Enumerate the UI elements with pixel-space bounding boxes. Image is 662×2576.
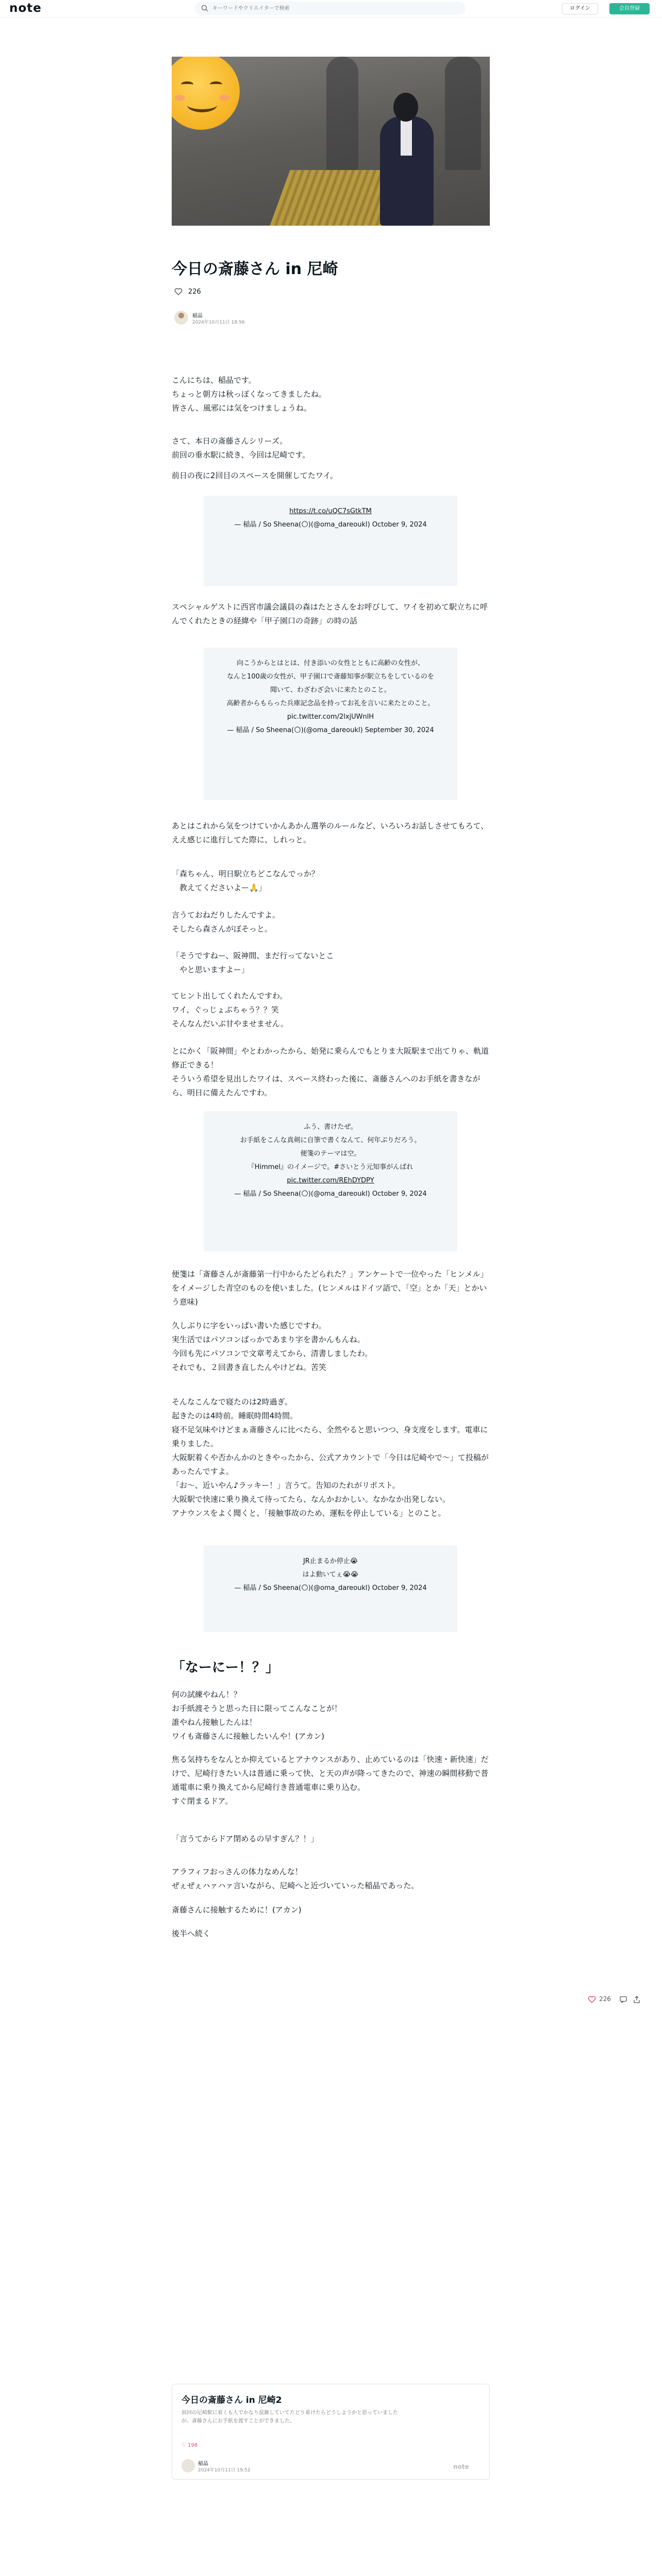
paragraph: 前日の夜に2回目のスペースを開催してたワイ。 bbox=[172, 471, 338, 480]
paragraph: 言うておねだりしたんですよ。 そしたら森さんがぼそっと。 bbox=[172, 910, 280, 934]
paragraph: 久しぶりに字をいっぱい書いた感じですわ。 実生活ではパソコンばっかであまり字を書かんもんね。 今回も先にパソコンで文章考えてから、清書しましたわ。 それでも、２回書き直したんやけどね。苦笑 bbox=[172, 1321, 373, 1372]
search-icon bbox=[201, 4, 208, 14]
paragraph: スペシャルゲストに西宮市議会議員の森はたとさんをお呼びして、ワイを初めて駅立ちに呼んでくれたときの経緯や「甲子園口の奇跡」の時の話 bbox=[172, 602, 488, 625]
search-input[interactable] bbox=[212, 2, 455, 15]
paragraph: 斎藤さんに接触するために！(アカン) bbox=[172, 1905, 302, 1914]
author-info[interactable] bbox=[172, 308, 490, 329]
embedded-post[interactable] bbox=[204, 1111, 457, 1251]
paragraph: 焦る気持ちをなんとか抑えているとアナウンスがあり、止めているのは「快速・新快速」だけで、尼崎行きたい人は普通に乗って快、と天の声が降ってきたので、神速の瞬間移動で普通電車に乗り換えてから尼崎行き普通電車に乗り込む。 すぐ閉まるドア。 bbox=[172, 1755, 489, 1806]
login-button[interactable]: ログイン bbox=[562, 3, 598, 14]
embedded-post[interactable] bbox=[204, 648, 457, 800]
paragraph: アラフィフおっさんの体力なめんな！ ぜぇぜぇハァハァ言いながら、尼崎へと近づいていった稲晶であった。 bbox=[172, 1867, 419, 1890]
embed-text: JR止まるか停止😭 bbox=[303, 1557, 358, 1565]
paragraph: てヒント出してくれたんですわ。 ワイ、ぐっじょぶちゃう？？笑 そんなんだいぶ甘やませません。 bbox=[172, 991, 288, 1028]
bowing-person bbox=[378, 93, 435, 226]
paragraph: 「言うてからドア閉めるの早すぎん？！」 bbox=[172, 1834, 319, 1843]
embed-text: 高齢者からもらった兵庫記念品を持ってお礼を言いに来たとのこと。 pic.twitter.com/2lxjUWnlH bbox=[226, 700, 435, 721]
embed-link[interactable]: pic.twitter.com/REhDYDPY bbox=[287, 1177, 374, 1184]
embedded-post[interactable] bbox=[204, 496, 457, 586]
article-title: 今日の斎藤さん in 尼崎 bbox=[172, 260, 338, 278]
embed-text: お手紙をこんな真剣に自筆で書くなんて、何年ぶりだろう。 bbox=[240, 1137, 421, 1144]
like-counter[interactable] bbox=[172, 287, 490, 297]
embed-text: はよ動いてぇ😭😭 bbox=[302, 1571, 359, 1579]
section-heading: 「なーにー！？」 bbox=[172, 1660, 279, 1675]
embed-text: 便箋のテーマは空。 bbox=[300, 1150, 361, 1158]
paragraph: 後半へ続く bbox=[172, 1929, 211, 1938]
embed-attribution[interactable]: — 稲晶 / So Sheena(🌕)(@oma_dareoukl) October 9, 2024 bbox=[234, 1584, 427, 1592]
paragraph: 便箋は「斎藤さんが斎藤第一行中からたどられた？」アンケートで一位やった「ヒンメル」をイメージした青空のものを使いました。(ヒンメルはドイツ語で、「空」とか「天」とかいう意味) bbox=[172, 1269, 488, 1307]
embed-attribution[interactable]: — 稲晶 / So Sheena(🌕)(@oma_dareoukl) October 9, 2024 bbox=[234, 1190, 427, 1198]
search-box[interactable] bbox=[195, 2, 466, 15]
paragraph: とにかく「阪神間」やとわかったから、始発に乗らんでもとりま大阪駅まで出てりゃ、軌道修正できる！ そういう希望を見出したワイは、スペース終わった後に、斎藤さんへのお手紙を書きながら、明日に備えたんですわ。 bbox=[172, 1046, 489, 1097]
embed-attribution[interactable]: — 稲晶 / So Sheena(🌕)(@oma_dareoukl) October 9, 2024 bbox=[234, 521, 427, 529]
paragraph: そんなこんなで寝たのは2時過ぎ。 起きたのは4時前。睡眠時間4時間。 寝不足気味やけどまぁ斎藤さんに比べたら、全然やると思いつつ、身支度をします。電車に乗りました。 大阪駅着くや否かんかのときやったから、公式アカウントで「今日は尼崎やで〜」て投稿があったんですよ。 「お〜、近いやん♪ラッキー！」言うて。告知のたれがリポスト。 大阪駅で快速に乗り換えて待ってたら、なんかおかしい。なかなか出発しない。 アナウンスをよく聞くと、「接触事故のため、運転を停止している」とのこと。 bbox=[172, 1397, 489, 1518]
background-person bbox=[326, 57, 358, 170]
embed-attribution[interactable]: — 稲晶 / So Sheena(🌕)(@oma_dareoukl) September 30, 2024 bbox=[227, 726, 434, 734]
avatar bbox=[181, 2459, 195, 2472]
publish-date: 2024年10月11日 18:56 bbox=[192, 320, 245, 325]
hero-image bbox=[172, 57, 490, 226]
share-icon[interactable] bbox=[633, 1995, 640, 2005]
embed-text: なんと100歳の女性が、甲子園口で斎藤知事が駅立ちをしているのを聞いて、わざわざ会いに来たとのこと。 bbox=[227, 673, 434, 694]
embed-link[interactable]: https://t.co/uQC7sGtkTM bbox=[289, 507, 372, 515]
card-date: 2024年10月11日 19:52 bbox=[198, 2468, 251, 2473]
like-count: 226 bbox=[599, 1995, 611, 2003]
signup-button[interactable]: 会員登録 bbox=[609, 3, 650, 14]
card-author: 稲晶 bbox=[198, 2461, 208, 2467]
paragraph: こんにちは、稲晶です。 ちょっと朝方は秋っぽくなってきましたね。 皆さん、風邪には気をつけましょうね。 bbox=[172, 376, 327, 413]
author-name[interactable]: 稲晶 bbox=[192, 313, 203, 319]
note-logo[interactable]: note bbox=[9, 2, 42, 15]
heart-icon[interactable] bbox=[588, 1995, 596, 2005]
paragraph: 「そうですねー、阪神間、まだ行ってないとこ やと思いますよー」 bbox=[172, 951, 334, 974]
embed-text: ふう、書けたぜ。 bbox=[304, 1123, 357, 1131]
card-description: 前回の尼崎駅に着くも人でかなり混雑していてたどり着けたらどうしようかと思っていましたが、斎藤さんにお手紙を渡すことができました。 bbox=[181, 2410, 398, 2424]
heart-icon[interactable] bbox=[174, 288, 183, 297]
like-count: 226 bbox=[188, 288, 201, 296]
avatar[interactable] bbox=[174, 311, 188, 325]
card-likes: ♡ 198 bbox=[181, 2443, 198, 2448]
paragraph: あとはこれから気をつけていかんあかん選挙のルールなど、いろいろお話しさせてもろて、ええ感じに進行してた際に、しれっと。 bbox=[172, 821, 489, 844]
background-person bbox=[445, 57, 481, 170]
paragraph: 何の試練やねん！？ お手紙渡そうと思った日に限ってこんなことが！ 誰やねん接触したんは！ ワイも斎藤さんに接触したいんや！(アカン) bbox=[172, 1690, 342, 1741]
floating-actions bbox=[588, 1994, 650, 2006]
embedded-post[interactable] bbox=[204, 1546, 457, 1632]
note-logo: note bbox=[453, 2463, 469, 2470]
comment-icon[interactable] bbox=[620, 1995, 627, 2005]
paragraph: 「森ちゃん、明日駅立ちどこなんでっか？ 教えてくださいよー🙏」 bbox=[172, 869, 319, 892]
card-title[interactable]: 今日の斎藤さん in 尼崎2 bbox=[181, 2395, 282, 2405]
related-article-card[interactable] bbox=[172, 2384, 490, 2480]
embed-text: 向こうからとはとは、付き添いの女性とともに高齢の女性が、 bbox=[236, 659, 424, 667]
embed-text[interactable]: 『Himmel』のイメージで。#さいとう元知事がんばれ bbox=[247, 1163, 413, 1171]
paragraph: さて、本日の斎藤さんシリーズ。 前回の垂水駅に続き、今回は尼崎です。 bbox=[172, 436, 310, 460]
site-header bbox=[0, 0, 662, 18]
